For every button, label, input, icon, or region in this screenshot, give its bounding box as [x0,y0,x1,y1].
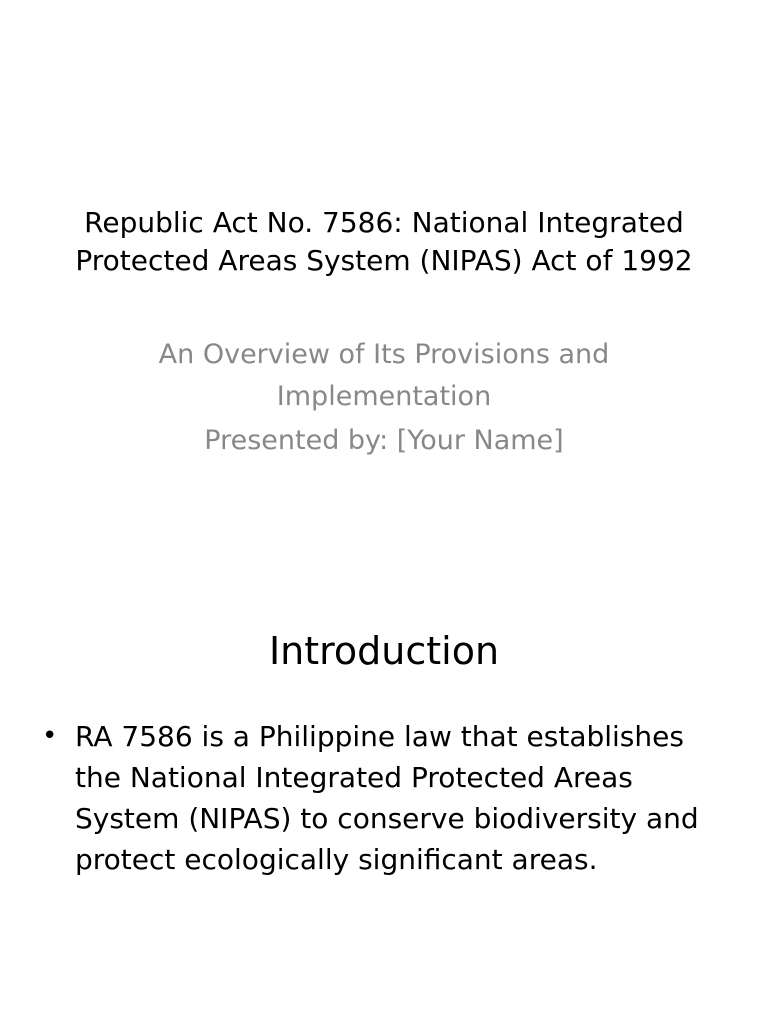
introduction-slide [0,576,768,1024]
slide-title-line-1: Republic Act No. 7586: National Integrated [84,206,684,239]
bullet-icon: • [42,721,58,751]
bullet-list [40,716,720,880]
slide-title [40,204,728,280]
slide-heading: Introduction [268,629,500,673]
subtitle-line-2: Implementation [276,381,492,412]
slide-subtitle [60,334,708,462]
subtitle-line-1: An Overview of Its Provisions and [158,339,610,370]
bullet-text: RA 7586 is a Philippine law that establishes the National Integrated Protected Areas System (NIPAS) to conserve biodiversity and protect ecologically significant areas. [75,720,699,876]
presenter-line: Presented by: [Your Name] [204,425,564,456]
slide-title-line-2: Protected Areas System (NIPAS) Act of 1992 [75,244,693,277]
bullet-item [40,716,720,880]
